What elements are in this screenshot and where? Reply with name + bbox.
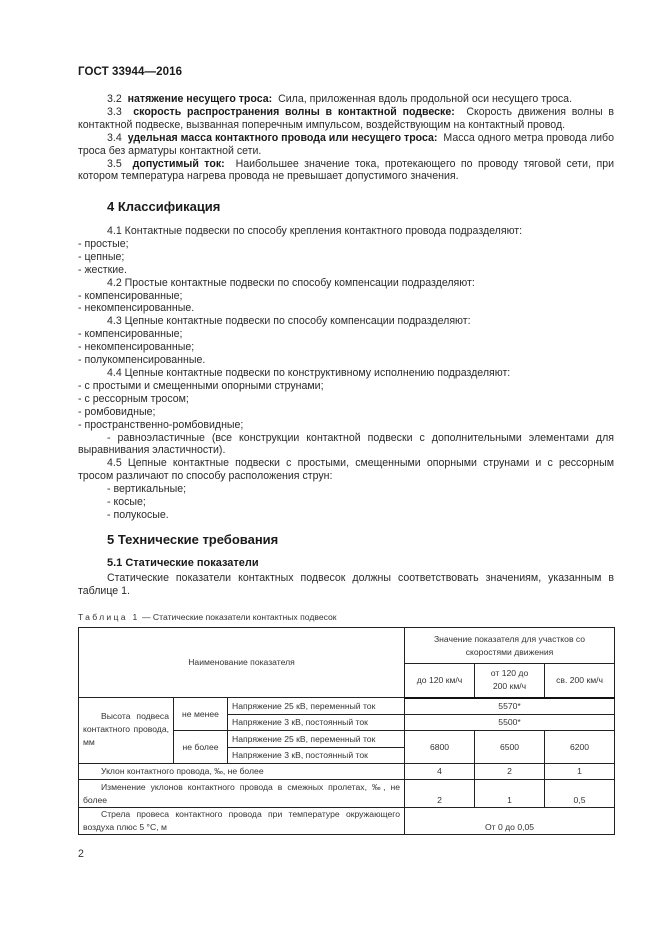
clause-4-1: 4.1 Контактные подвески по способу крепления контактного провода подразделяют: (107, 225, 523, 237)
sag-value: От 0 до 0,05 (405, 808, 615, 835)
list-item: - жесткие. (78, 263, 127, 276)
list-item: - простые; (78, 237, 129, 250)
voltage-3kv: Напряжение 3 кВ, постоянный ток (228, 748, 405, 764)
list-item: - полукосые. (107, 508, 169, 521)
slope-label: Уклон контактного провода, ‰, не более (79, 764, 405, 780)
list-item: - вертикальные; (107, 483, 187, 496)
list-item: - с простыми и смещенными опорными струнами; (78, 379, 324, 392)
list-item: - с рессорным тросом; (78, 392, 189, 405)
slope-change-value-2: 1 (475, 780, 545, 808)
header-indicator-name: Наименование показателя (79, 628, 405, 698)
list-item: - пространственно-ромбовидные; (78, 418, 244, 431)
list-item: - косые; (107, 496, 146, 509)
voltage-25kv: Напряжение 25 кВ, переменный ток (228, 698, 405, 715)
slope-change-label: Изменение уклонов контактного провода в смежных пролетах, ‰, не более (79, 780, 405, 808)
sag-label: Стрела провеса контактного провода при температуре окружающего воздуха плюс 5 °С, м (79, 808, 405, 835)
list-item: - компенсированные; (78, 289, 183, 302)
header-values: Значение показателя для участков со скоростями движения (405, 628, 615, 664)
list-item: - полукомпенсированные. (78, 354, 206, 367)
definition-3-2: 3.2 натяжение несущего троса: Сила, приложенная вдоль продольной оси несущего троса. (107, 93, 573, 105)
slope-change-value-1: 2 (405, 780, 475, 808)
not-more-label: не более (174, 731, 228, 764)
standard-code: ГОСТ 33944—2016 (78, 66, 183, 78)
definition-3-3: 3.3 скорость распространения волны в контактной подвеске: Скорость движения волны в контактной подвеске, вызванная поперечным импульсом, воздействующим на контактный провод. (78, 105, 615, 131)
list-item: - цепные; (78, 250, 125, 263)
max-value-2: 6500 (475, 731, 545, 764)
clause-4-5: 4.5 Цепные контактные подвески с простыми, смещенными опорными струнами и с рессорным тросом различают по способу расположения струн: (78, 457, 614, 483)
definition-3-5: 3.5 допустимый ток: Наибольшее значение тока, протекающего по проводу тяговой сети, при котором температура нагрева провода не превышает допустимого значения. (78, 157, 615, 183)
max-value-3: 6200 (545, 731, 615, 764)
max-value-1: 6800 (405, 731, 475, 764)
header-speed-2: от 120 до 200 км/ч (475, 664, 545, 698)
section-4-body (78, 225, 614, 522)
slope-value-1: 4 (405, 764, 475, 780)
section-5-1-heading: 5.1 Статические показатели (107, 557, 259, 569)
term: натяжение несущего троса: (127, 93, 273, 105)
height-label: Высота подвеса контактного провода, мм (79, 698, 174, 764)
paragraph: Статические показатели контактных подвесок должны соответствовать значениям, указанным в таблице 1. (78, 572, 614, 597)
list-item: - ромбовидные; (78, 405, 156, 418)
voltage-3kv: Напряжение 3 кВ, постоянный ток (228, 715, 405, 731)
table-1 (78, 627, 615, 835)
table-caption: Таблица 1 — Статические показатели контактных подвесок (78, 612, 337, 622)
not-less-label: не менее (174, 698, 228, 731)
clause-4-3: 4.3 Цепные контактные подвески по способу компенсации подразделяют: (107, 315, 471, 328)
min-3kv-value: 5500* (405, 715, 615, 731)
list-item: - компенсированные; (78, 328, 183, 341)
header-speed-1: до 120 км/ч (405, 664, 475, 698)
section-5-1-body (78, 572, 614, 598)
definition-3-4: 3.4 удельная масса контактного провода или несущего троса: Масса одного метра провода либо троса без арматуры контактной сети. (78, 131, 614, 157)
slope-value-2: 2 (475, 764, 545, 780)
list-item: - равноэластичные (все конструкции контактной подвески с дополнительными элементами для выравнивания эластичности). (78, 431, 614, 457)
header-speed-3: св. 200 км/ч (545, 664, 615, 698)
section-5-heading: 5 Технические требования (107, 532, 279, 547)
slope-value-3: 1 (545, 764, 615, 780)
term: скорость распространения волны в контактной подвеске: (133, 105, 455, 118)
clause-4-4: 4.4 Цепные контактные подвески по конструктивному исполнению подразделяют: (107, 366, 511, 379)
section-4-heading: 4 Классификация (107, 199, 221, 214)
page-number: 2 (78, 848, 84, 860)
definitions-block (78, 93, 614, 183)
term: удельная масса контактного провода или несущего троса: (127, 131, 438, 144)
min-25kv-value: 5570* (405, 698, 615, 715)
voltage-25kv: Напряжение 25 кВ, переменный ток (228, 731, 405, 748)
clause-4-2: 4.2 Простые контактные подвески по способу компенсации подразделяют: (107, 276, 475, 289)
slope-change-value-3: 0,5 (545, 780, 615, 808)
term: допустимый ток: (132, 157, 225, 170)
list-item: - некомпенсированные; (78, 341, 195, 354)
list-item: - некомпенсированные. (78, 302, 195, 315)
